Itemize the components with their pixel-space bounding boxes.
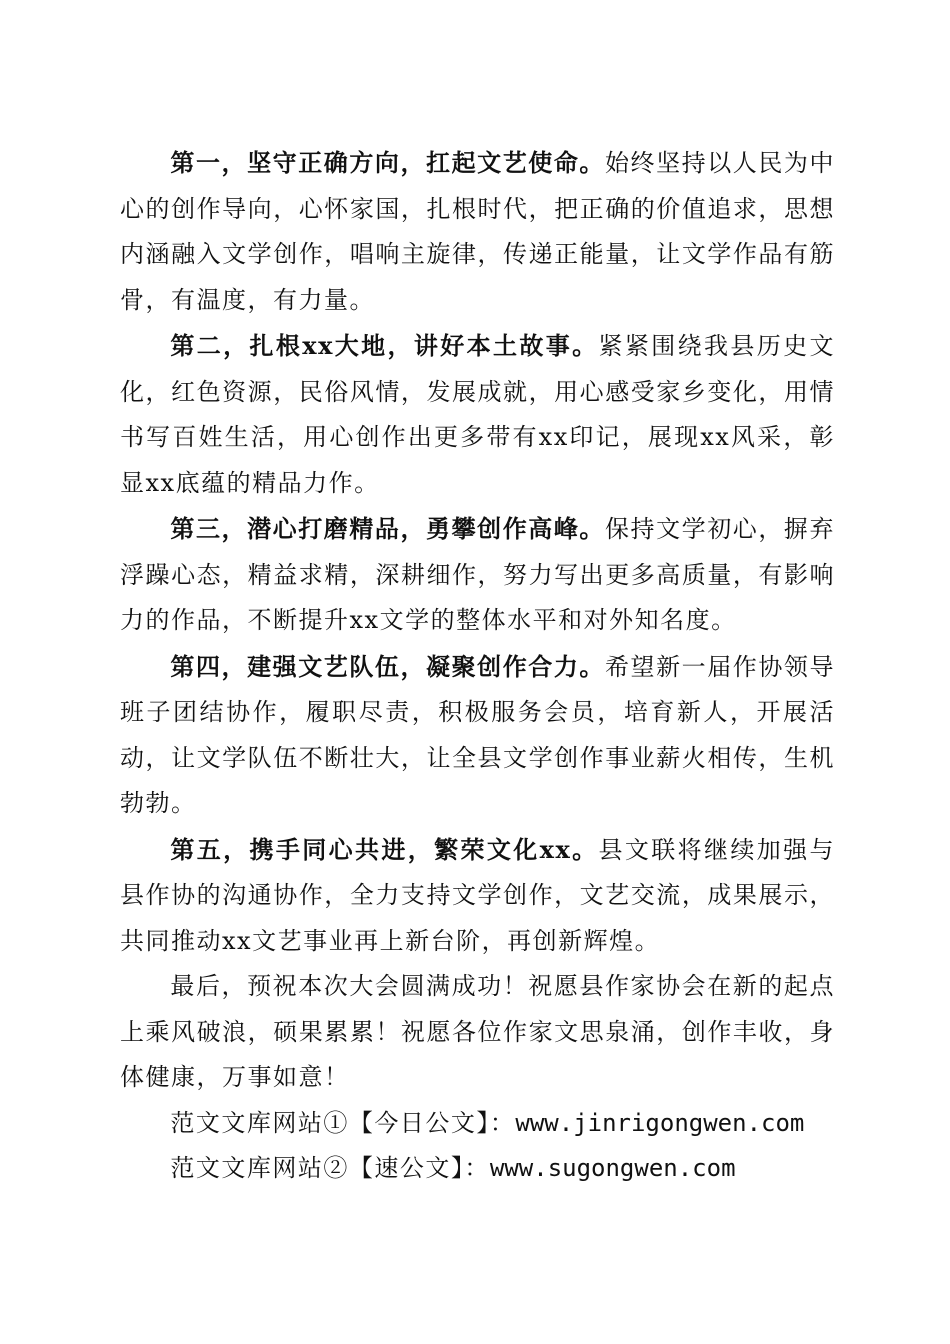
website-link-line-1: [120, 1101, 835, 1147]
paragraph-2: [120, 323, 835, 506]
website-url-link-2[interactable]: www.sugongwen.com: [489, 1154, 736, 1182]
website-link-line-2: [120, 1146, 835, 1192]
paragraph-1-body: 始终坚持以人民为中心的创作导向，心怀家国，扎根时代，把正确的价值追求，思想内涵融入文学创作，唱响主旋律，传递正能量，让文学作品有筋骨，有温度，有力量。: [120, 149, 835, 314]
website-label-1: 范文文库网站①【今日公文】：: [170, 1108, 516, 1137]
closing-paragraph: 最后，预祝本次大会圆满成功！祝愿县作家协会在新的起点上乘风破浪，硕果累累！祝愿各位作家文思泉涌，创作丰收，身体健康，万事如意！: [120, 972, 835, 1091]
paragraph-1-lead: 第一，坚守正确方向，扛起文艺使命。: [170, 148, 605, 177]
paragraph-1: [120, 140, 835, 323]
paragraph-5: [120, 827, 835, 965]
paragraph-4-body: 希望新一届作协领导班子团结协作，履职尽责，积极服务会员，培育新人，开展活动，让文学队伍不断壮大，让全县文学创作事业薪火相传，生机勃勃。: [120, 652, 835, 817]
paragraph-3: [120, 506, 835, 644]
website-url-link-1[interactable]: www.jinrigongwen.com: [515, 1108, 805, 1137]
paragraph-5-body: 县文联将继续加强与县作协的沟通协作，全力支持文学创作，文艺交流，成果展示，共同推动xx文艺事业再上新台阶，再创新辉煌。: [120, 835, 835, 955]
paragraph-3-lead: 第三，潜心打磨精品，勇攀创作高峰。: [170, 514, 605, 543]
paragraph-2-lead: 第二，扎根xx大地，讲好本土故事。: [170, 331, 599, 360]
paragraph-5-lead: 第五，携手同心共进，繁荣文化xx。: [170, 834, 599, 864]
paragraph-4-lead: 第四，建强文艺队伍，凝聚创作合力。: [170, 651, 605, 681]
document-page: [120, 140, 835, 1192]
paragraph-4: [120, 644, 835, 827]
paragraph-3-body: 保持文学初心，摒弃浮躁心态，精益求精，深耕细作，努力写出更多高质量，有影响力的作品，不断提升xx文学的整体水平和对外知名度。: [120, 515, 835, 634]
paragraph-2-body: 紧紧围绕我县历史文化，红色资源，民俗风情，发展成就，用心感受家乡变化，用情书写百姓生活，用心创作出更多带有xx印记，展现xx风采，彰显xx底蕴的精品力作。: [120, 332, 835, 497]
website-label-2: 范文文库网站②【速公文】：: [170, 1154, 490, 1182]
